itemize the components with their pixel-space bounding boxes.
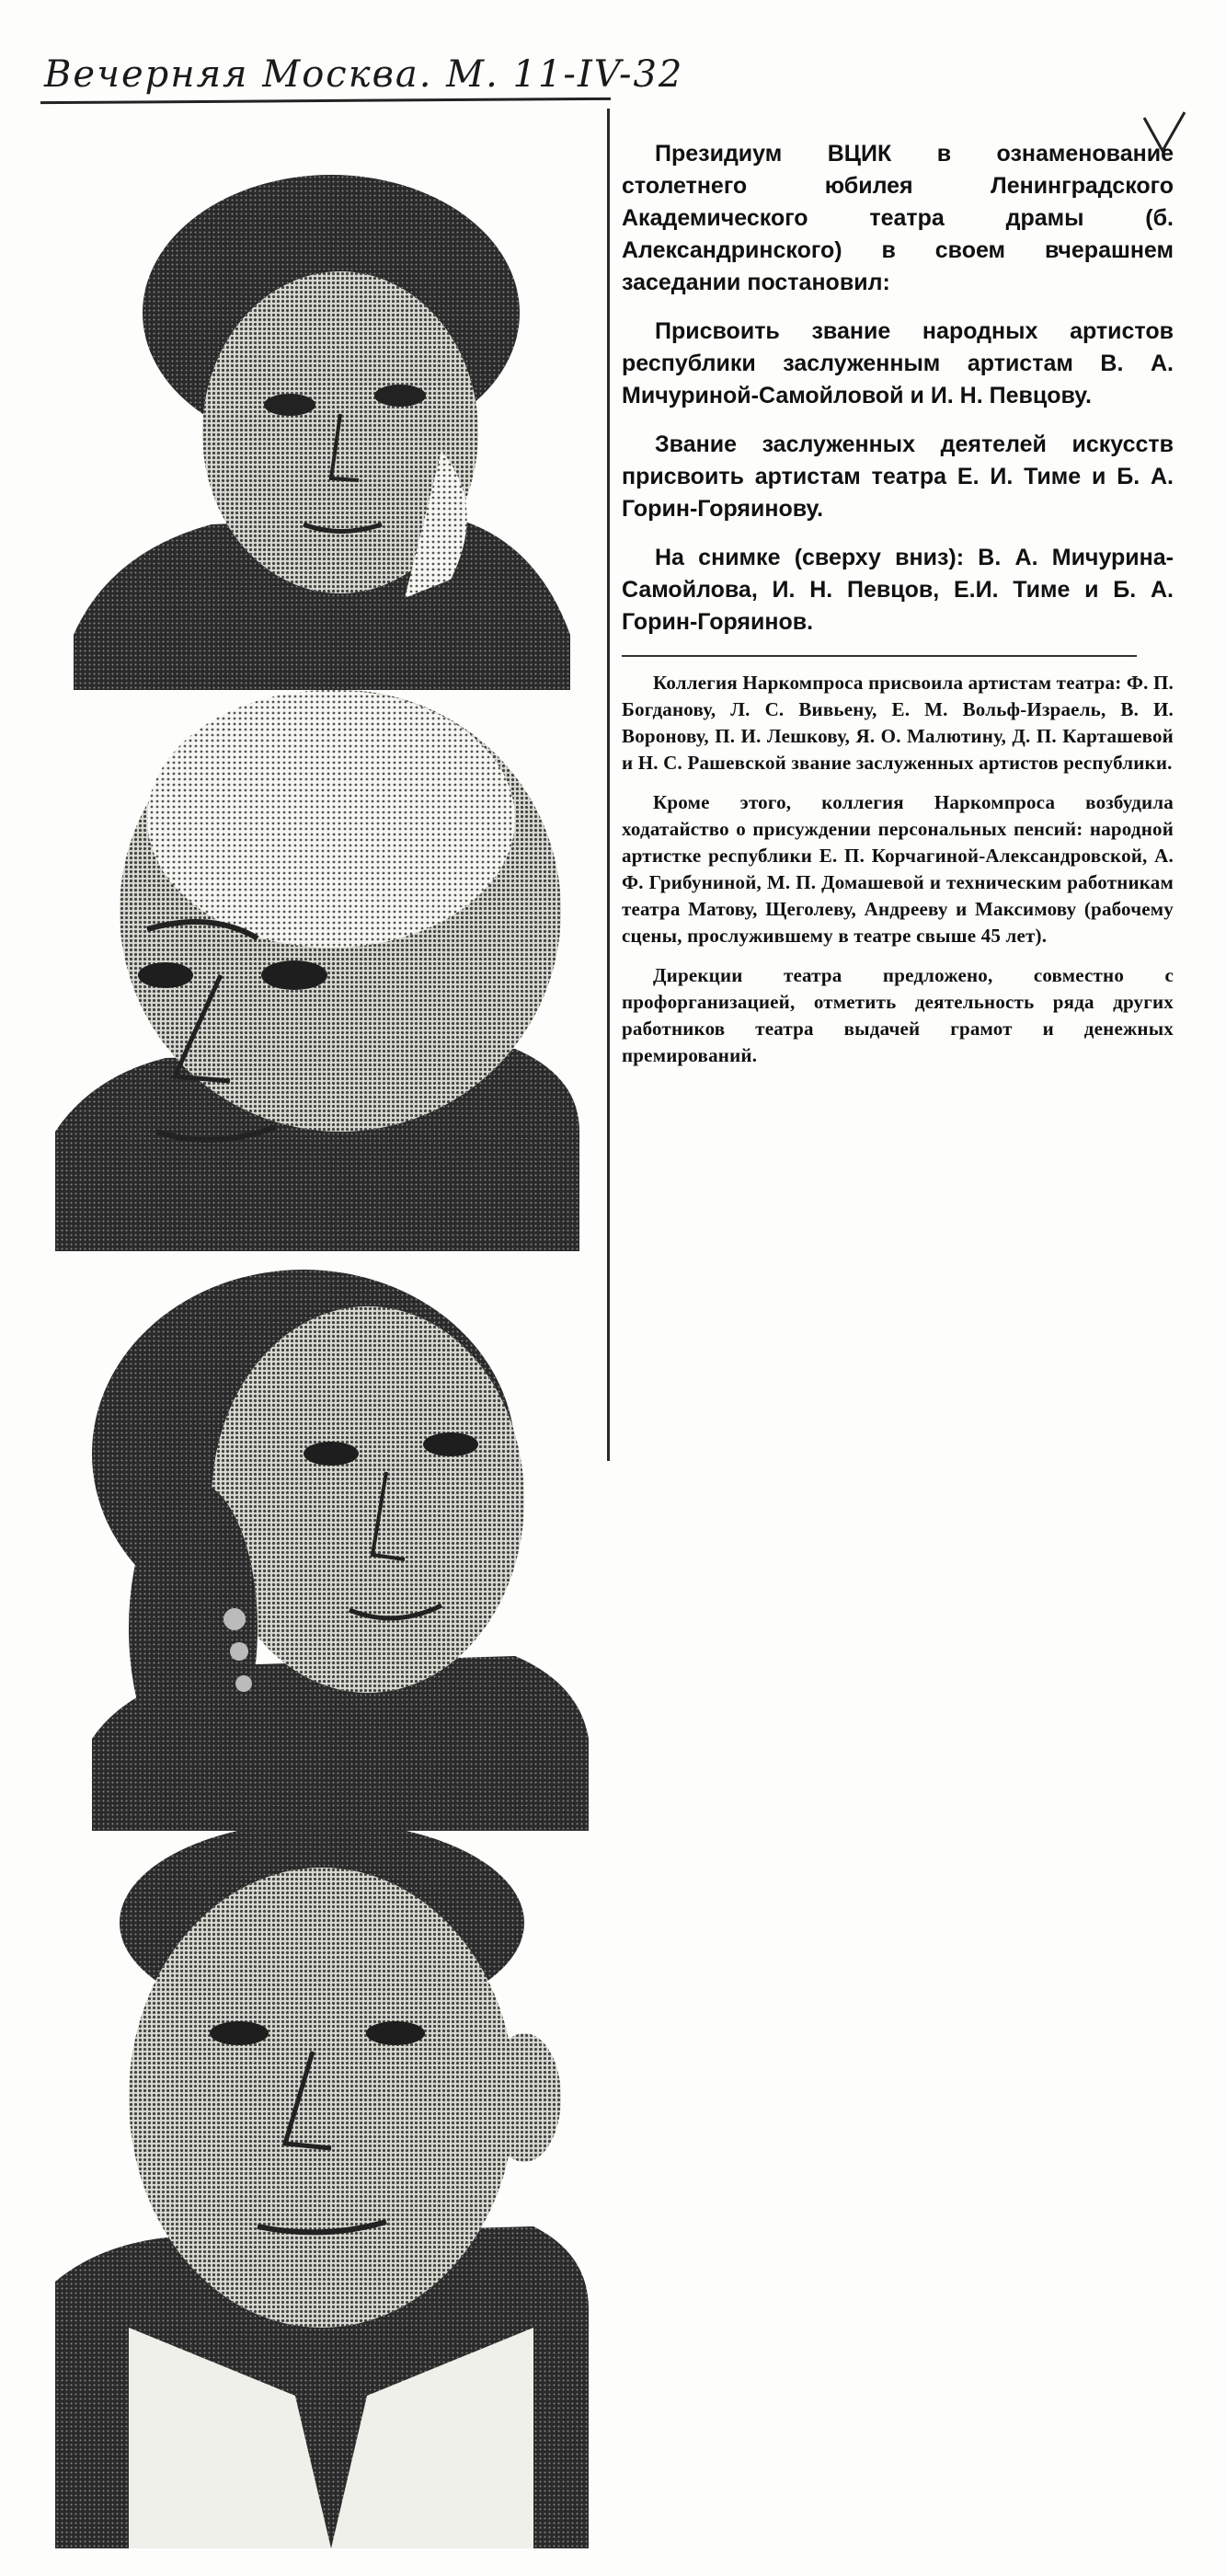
portrait-stack	[55, 120, 607, 2548]
paragraph-directorate: Дирекции театра предложено, совместно с профорганизацией, отметить деятельность ряда других работников театра выдачей грамот и денежных премирований.	[622, 964, 1174, 1066]
portrait-4-gorin-goryainov	[55, 1822, 589, 2548]
portrait-1-michurina-samoilova	[74, 175, 570, 690]
handwritten-underline	[40, 98, 611, 104]
photo-caption: На снимке (сверху вниз): В. А. Мичурина-Самойлова, И. Н. Певцов, Е.И. Тиме и Б. А. Горин-Горяинов.	[622, 545, 1174, 635]
paragraph-honored-figures: Звание заслуженных деятелей искусств присвоить артистам театра Е. И. Тиме и Б. А. Горин-Горяинову.	[622, 431, 1174, 522]
article-column	[622, 138, 1174, 1082]
paragraph-pensions: Кроме этого, коллегия Наркомпроса возбудила ходатайство о присуждении персональных пенсий: народной артистке республики Е. П. Корчагиной-Александровской, А. Ф. Грибуниной, М. П. Домашевой и техническим работникам театра Матову, Щеголеву, Андрееву и Максимову (рабочему сцены, прослужившему в театре свыше 45 лет).	[622, 791, 1174, 947]
section-divider	[622, 655, 1137, 657]
portrait-stack-image	[55, 120, 607, 2548]
paragraph-decree-intro: Президиум ВЦИК в ознаменование столетнего юбилея Ленинградского Академического театра драмы (б. Александринского) в своем вчерашнем заседании постановил:	[622, 141, 1174, 295]
column-rule	[607, 109, 610, 1461]
paragraph-peoples-artists: Присвоить звание народных артистов республики заслуженным артистам В. А. Мичуриной-Самойловой и И. Н. Певцову.	[622, 318, 1174, 408]
article-lead	[622, 138, 1174, 638]
paragraph-narkompros-honors: Коллегия Наркомпроса присвоила артистам театра: Ф. П. Богданову, Л. С. Вивьену, Е. М. Вольф-Израель, В. И. Воронову, П. И. Лешкову, Я. О. Малютину, Д. П. Карташевой и Н. С. Рашевской звание заслуженных артистов республики.	[622, 672, 1174, 774]
portrait-2-pevtsov	[55, 690, 579, 1251]
article-body	[622, 670, 1174, 1069]
portrait-3-time	[92, 1270, 589, 1831]
handwritten-source-note: Вечерняя Москва. М. 11-IV-32	[44, 53, 684, 96]
